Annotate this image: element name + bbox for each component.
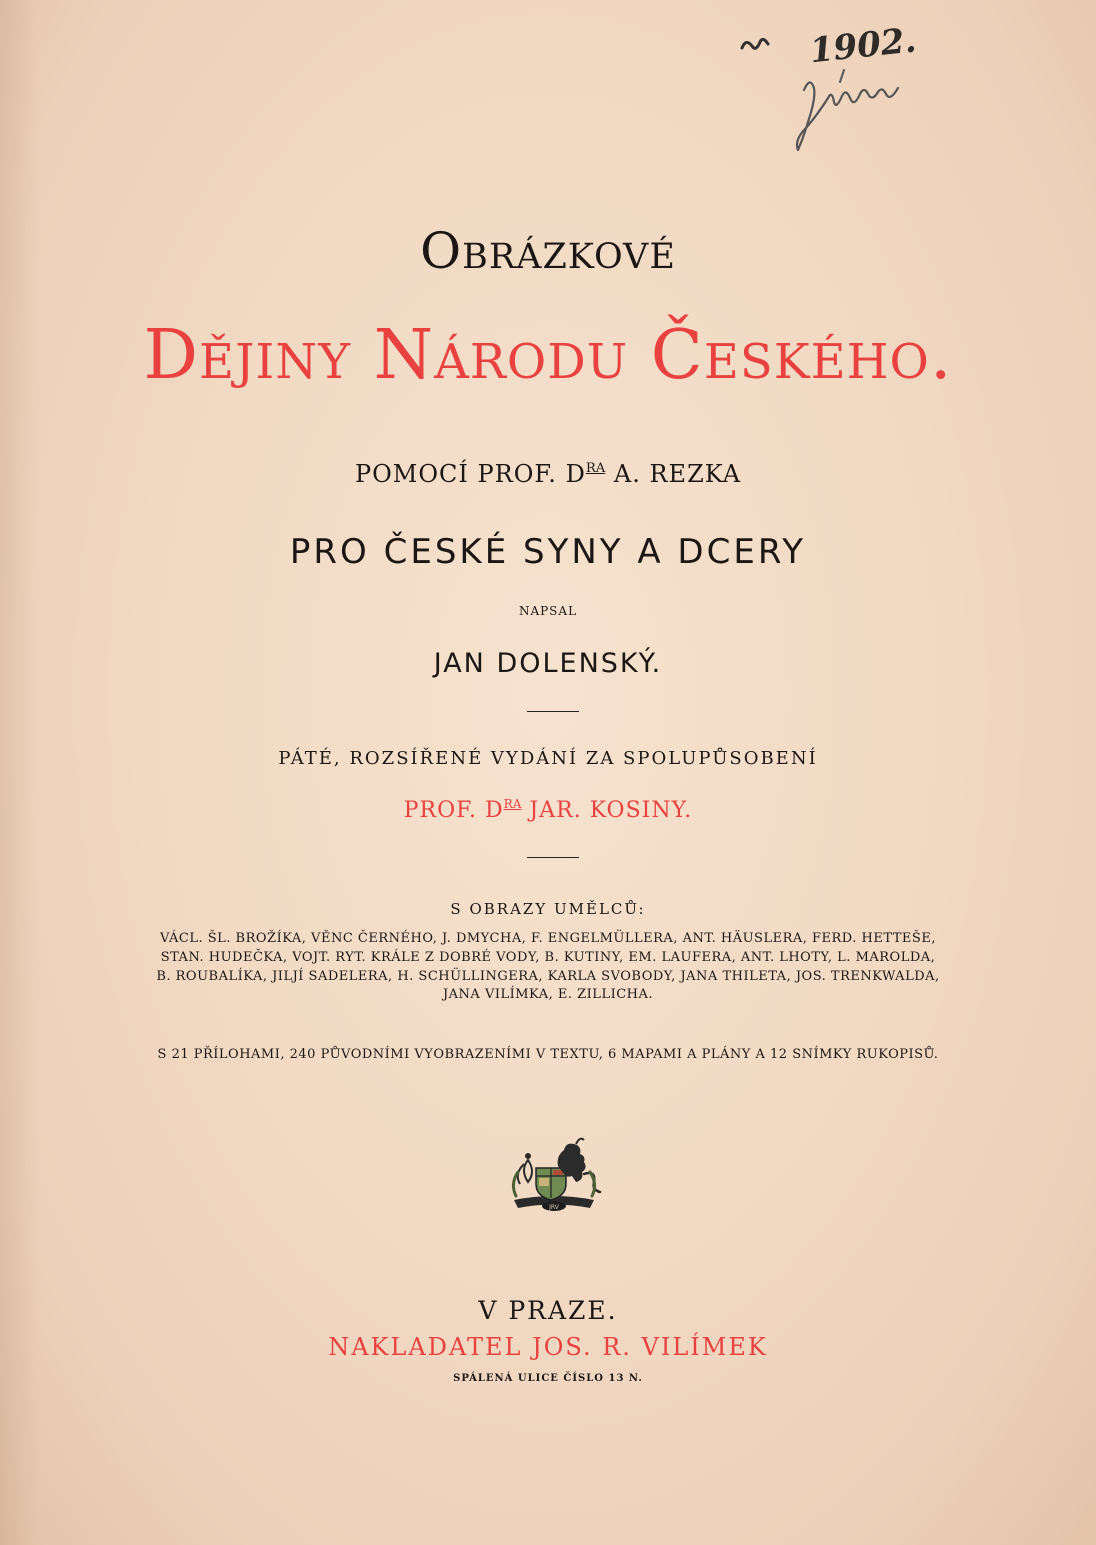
handwritten-inscription-icon [732,18,952,158]
divider [527,857,579,858]
artists-line: VÁCL. ŠL. BROŽÍKA, VĚNC ČERNÉHO, J. DMYCHA, F. ENGELMÜLLERA, ANT. HÄUSLERA, FERD. HETTEŠE, [160,931,936,946]
handwritten-year: 1902. [808,20,919,72]
coeditor-prefix: PROF. D [403,798,504,824]
wrote-label: NAPSAL [518,604,578,618]
author-name: JAN DOLENSKÝ. [433,648,663,679]
helper-sup: RA [585,461,606,477]
artists-heading: S OBRAZY UMĚLCŮ: [450,900,646,918]
dedication: PRO ČESKÉ SYNY A DCERY [289,532,807,572]
artists-line: JANA VILÍMKA, E. ZILLICHA. [442,987,654,1002]
imprint-address: SPÁLENÁ ULICE ČÍSLO 13 N. [453,1373,643,1384]
supplements-note: S 21 PŘÍLOHAMI, 240 PŮVODNÍMI VYOBRAZENÍMI V TEXTU, 6 MAPAMI A PLÁNY A 12 SNÍMKY RUKOPISŮ. [157,1047,939,1062]
emblem-monogram: JRV [549,1204,559,1211]
helper-credit [0,460,1096,488]
helper-suffix: A. REZKA [605,460,742,488]
imprint-city: V PRAZE. [478,1296,618,1325]
divider [527,711,579,712]
edition-note: PÁTÉ, ROZSÍŘENÉ VYDÁNÍ ZA SPOLUPŮSOBENÍ [278,748,818,769]
title-line-1: Obrázkové [420,222,676,280]
coeditor-suffix: JAR. KOSINY. [521,798,693,824]
title-line-2: Dějiny Národu Českého. [143,316,953,395]
publisher-lion-emblem-icon [506,1134,602,1214]
artists-line: STAN. HUDEČKA, VOJT. RYT. KRÁLE Z DOBRÉ VODY, B. KUTINY, EM. LAUFERA, ANT. LHOTY, L. MAROLDA, [160,950,936,965]
coeditor-sup: RA [503,797,522,811]
imprint-publisher: NAKLADATEL JOS. R. VILÍMEK [328,1333,768,1361]
helper-prefix: POMOCÍ PROF. D [354,460,586,488]
artists-line: B. ROUBALÍKA, JILJÍ SADELERA, H. SCHÜLLINGERA, KARLA SVOBODY, JANA THILETA, JOS. TRENKWALDA, [156,969,940,984]
coeditor-credit [0,797,1096,823]
